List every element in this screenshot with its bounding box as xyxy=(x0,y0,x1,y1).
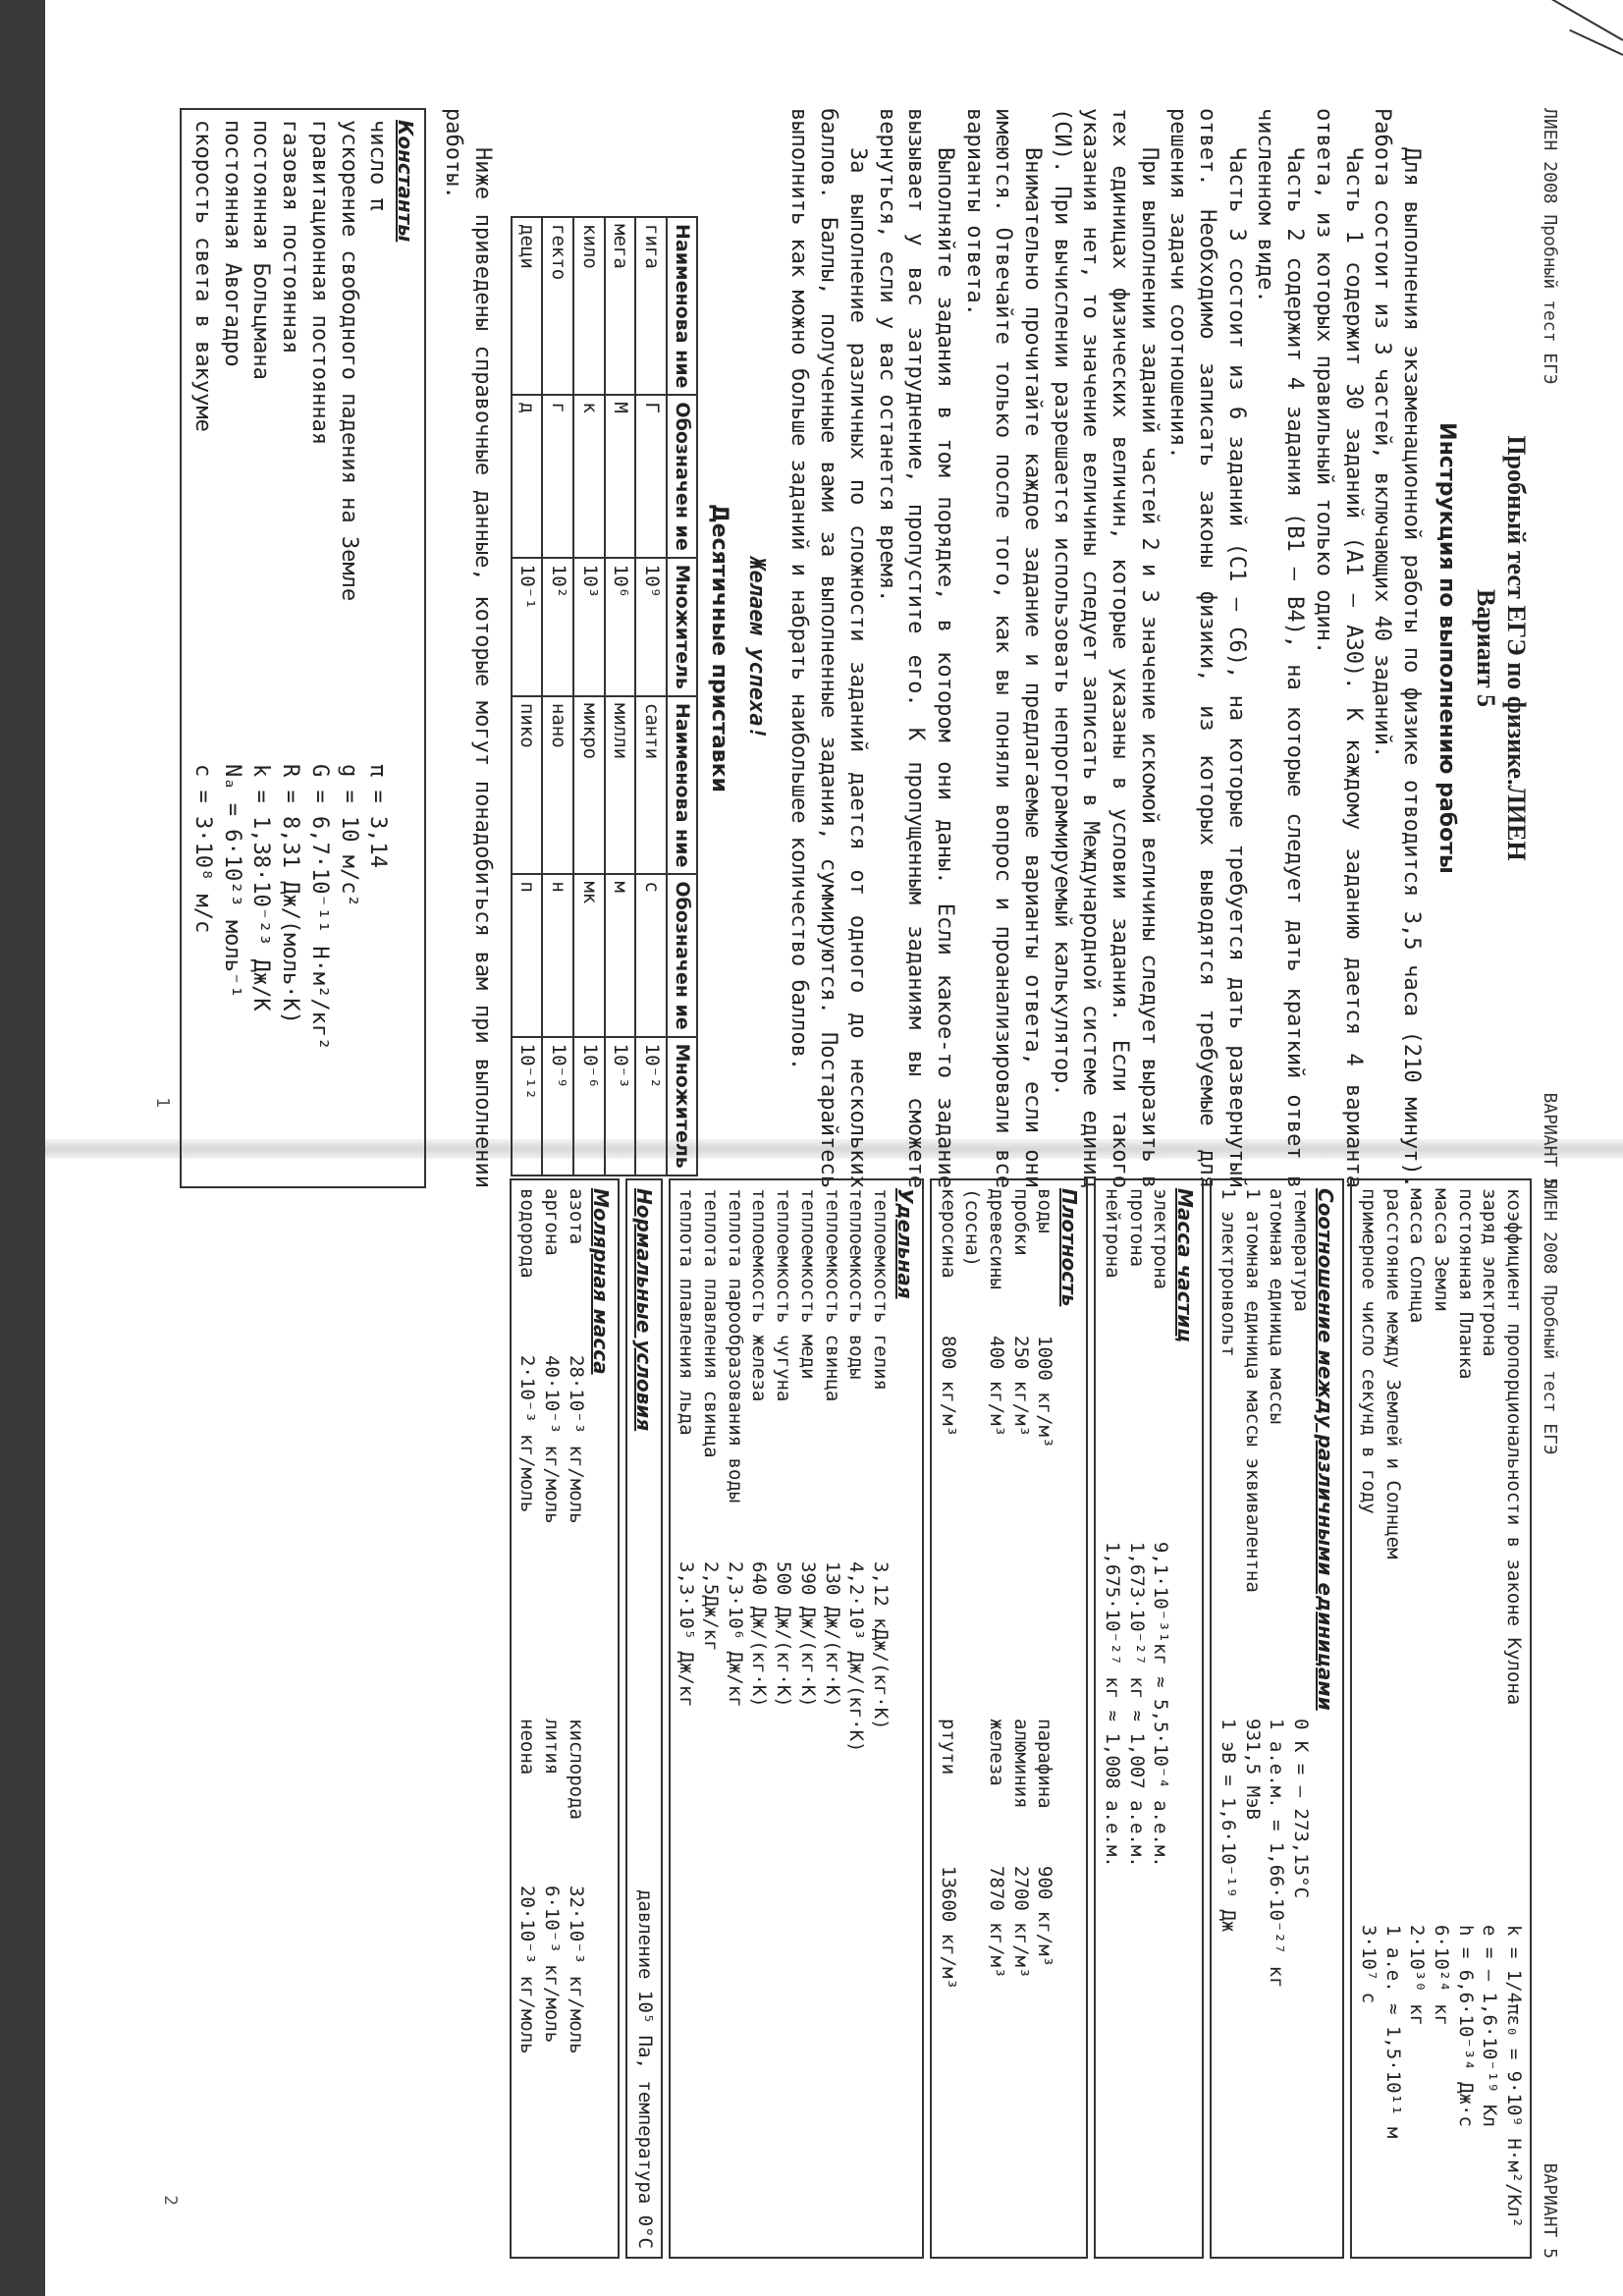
constant-value: G = 6,7·10⁻¹¹ Н·м²/кг² xyxy=(306,764,332,1051)
header-left: ЛИЕН 2008 Пробный тест ЕГЭ xyxy=(1540,108,1560,385)
quantity-name: теплоемкость меди xyxy=(796,1188,819,1380)
constant-value: Nₐ = 6·10²³ моль⁻¹ xyxy=(219,764,244,999)
table-row xyxy=(605,217,636,1175)
constant-row xyxy=(217,120,246,1176)
density-grid xyxy=(936,1188,1056,2249)
quantity-value: 130 Дж/(кг·К) xyxy=(821,1561,843,1708)
paragraph: Выполняйте задания в том порядке, в котором они даны. Если какое-то задание вызывает у вас затруднение, пропустите его. К пропущенным заданиям вы сможете вернуться, если у вас останется время. xyxy=(874,108,957,1188)
col-header: Наименова ние xyxy=(667,696,698,874)
quantity-name: теплота плавления льда xyxy=(676,1188,698,1436)
paragraph: Внимательно прочитайте каждое задание и предлагаемые варианты ответа, если они имеются. Отвечайте только после того, как вы поняли вопрос и проанализировали все варианты ответа. xyxy=(961,108,1045,1188)
col-header: Множитель xyxy=(667,1037,698,1175)
relations-title: Соотношение между различными единицами xyxy=(1314,1188,1338,1711)
mass-row xyxy=(1100,1188,1124,2249)
specific-row xyxy=(844,1188,869,2249)
quantity-value: 390 Дж/(кг·К) xyxy=(796,1561,819,1708)
particle-mass: 1,673·10⁻²⁷ кг ≈ 1,007 а.е.м. xyxy=(1125,1542,1148,1868)
constant-row xyxy=(1356,1188,1380,2249)
table-row xyxy=(512,217,543,1175)
constant-value: R = 8,31 Дж/(моль·К) xyxy=(278,764,303,1024)
cell: милли xyxy=(605,696,636,874)
reference-note: Ниже приведены справочные данные, которые могут понадобиться вам при выполнении работы. xyxy=(440,108,495,1188)
quantity-value: 2,5Дж/кг xyxy=(700,1561,723,1652)
constant-name: скорость света в вакууме xyxy=(190,120,216,432)
cell: н xyxy=(542,874,573,1036)
relations-box xyxy=(1210,1178,1344,2259)
table-row xyxy=(573,217,605,1175)
density-value: 2700 кг/м³ xyxy=(1009,1866,1032,1979)
cell: г xyxy=(542,395,573,557)
quantity-name: теплоемкость воды xyxy=(845,1188,868,1380)
density-value: 900 кг/м³ xyxy=(1034,1866,1056,1967)
molar-value: 28·10⁻³ кг/моль xyxy=(565,1355,587,1524)
cell: д xyxy=(512,395,543,557)
molar-value: 20·10⁻³ кг/моль xyxy=(516,1886,539,2054)
constant-name: постоянная Авогадро xyxy=(219,120,244,367)
constant-name: ускорение свободного падения на Земле xyxy=(336,120,361,602)
gas-name: кислорода xyxy=(565,1719,587,1820)
constant-row xyxy=(275,120,304,1176)
specific-row xyxy=(723,1188,747,2249)
specific-row xyxy=(795,1188,820,2249)
molar-grid xyxy=(515,1188,588,2249)
cell: деци xyxy=(512,217,543,395)
header-right: ВАРИАНТ 5 xyxy=(1540,2162,1560,2259)
quantity-name: теплоемкость чугуна xyxy=(773,1188,795,1402)
constant-name: коэффициент пропорциональности в законе Кулона xyxy=(1503,1188,1525,1706)
relation-name: атомная единица массы xyxy=(1266,1188,1288,1425)
mass-row xyxy=(1149,1188,1173,2249)
paragraph: Часть 1 содержит 30 заданий (А1 – А30). К каждому заданию дается 4 варианта ответа, из которых правильный только один. xyxy=(1311,108,1366,1188)
mass-title: Масса частиц xyxy=(1173,1188,1198,1343)
quantity-value: 3,3·10⁵ Дж/кг xyxy=(676,1561,698,1708)
density-value: 250 кг/м³ xyxy=(1009,1336,1032,1437)
constant-row xyxy=(334,120,363,1176)
gas-name: азота xyxy=(565,1188,587,1245)
normal-conditions-box xyxy=(625,1178,663,2259)
constant-name: число π xyxy=(365,120,391,211)
page-number-2: 2 xyxy=(159,2195,181,2206)
density-value: 800 кг/м³ xyxy=(937,1336,959,1437)
cell: к xyxy=(573,395,605,557)
relation-name: температура xyxy=(1290,1188,1313,1312)
relation-row xyxy=(1265,1188,1289,2249)
constant-name: газовая постоянная xyxy=(278,120,303,355)
molar-title: Молярная масса xyxy=(588,1188,613,1375)
constant-value: 3·10⁷ с xyxy=(1357,1925,1380,2004)
constant-value: g = 10 м/с² xyxy=(336,764,361,907)
quantity-name: теплота плавления свинца xyxy=(700,1188,723,1458)
cell: 10⁻³ xyxy=(605,1037,636,1175)
density-value: 7870 кг/м³ xyxy=(986,1866,1007,1979)
cell: Г xyxy=(635,395,667,557)
relation-row xyxy=(1216,1188,1240,2249)
constant-row xyxy=(1429,1188,1453,2249)
cell: с xyxy=(635,874,667,1036)
particle-mass-box xyxy=(1094,1178,1204,2259)
gas-name: лития xyxy=(541,1719,564,1776)
cell: 10⁶ xyxy=(605,558,636,696)
particle-name: протона xyxy=(1125,1188,1148,1268)
substance: керосина xyxy=(937,1188,959,1279)
cell: санти xyxy=(635,696,667,874)
particle-mass: 9,1·10⁻³¹кг ≈ 5,5·10⁻⁴ а.е.м. xyxy=(1150,1542,1172,1868)
header-left: ЛИЕН 2008 Пробный тест ЕГЭ xyxy=(1540,1178,1560,1455)
cell: нано xyxy=(542,696,573,874)
cell: 10⁻² xyxy=(635,1037,667,1175)
constant-name: постоянная Больцмана xyxy=(248,120,274,380)
specific-row xyxy=(772,1188,796,2249)
paragraph: Часть 2 содержит 4 задания (В1 – В4), на которые следует дать краткий ответ в численном виде. xyxy=(1253,108,1308,1188)
relation-name: 1 электронвольт xyxy=(1217,1188,1240,1357)
cell: 10⁻⁹ xyxy=(542,1037,573,1175)
table-row xyxy=(635,217,667,1175)
document-title: Пробный тест ЕГЭ по физике.ЛИЕН xyxy=(1502,435,1531,861)
header-right: ВАРИАНТ 5 xyxy=(1540,1092,1560,1188)
specific-row xyxy=(675,1188,699,2249)
specific-heat-box xyxy=(669,1178,924,2259)
particle-name: нейтрона xyxy=(1102,1188,1124,1279)
quantity-value: 2,3·10⁶ Дж/кг xyxy=(724,1561,746,1708)
col-header: Обозначен ие xyxy=(667,874,698,1036)
quantity-name: теплоемкость гелия xyxy=(869,1188,892,1391)
relation-row xyxy=(1289,1188,1314,2249)
specific-row xyxy=(747,1188,772,2249)
constant-value: 6·10²⁴ кг xyxy=(1430,1925,1452,2026)
quantity-value: 3,12 кДж/(кг·К) xyxy=(869,1561,892,1730)
normal-row xyxy=(631,1188,657,2249)
constant-value: π = 3,14 xyxy=(365,764,391,868)
constant-row xyxy=(1405,1188,1430,2249)
specific-row xyxy=(868,1188,893,2249)
relation-row xyxy=(1240,1188,1265,2249)
cell: М xyxy=(605,395,636,557)
constant-value: h = 6,6·10⁻³⁴ Дж·с xyxy=(1454,1925,1477,2127)
constant-row xyxy=(188,120,217,1176)
cell: 10⁻¹ xyxy=(512,558,543,696)
constant-value: 1 а.е. ≈ 1,5·10¹¹ м xyxy=(1381,1925,1404,2139)
constant-name: гравитационная постоянная xyxy=(306,120,332,446)
molar-value: 40·10⁻³ кг/моль xyxy=(541,1355,564,1524)
page-2 xyxy=(481,1178,1561,2259)
substance: воды xyxy=(1034,1188,1056,1233)
normal-title: Нормальные условия xyxy=(631,1188,656,1432)
substance: алюминия xyxy=(1009,1719,1032,1809)
cell: мега xyxy=(605,217,636,395)
paragraph: При выполнении заданий частей 2 и 3 значение искомой величины следует выразить в тех единицах физических величин, которые указаны в условии задания. Если такого указания нет, то значение величины следует записать в Международной системе единиц (СИ). При вычислении разрешается использовать непрограммируемый калькулятор. xyxy=(1049,108,1162,1188)
col-header: Обозначен ие xyxy=(667,395,698,557)
constant-value: k = 1/4πε₀ = 9·10⁹ Н·м²/Кл² xyxy=(1503,1925,1525,2228)
constant-row xyxy=(1453,1188,1478,2249)
cell: м xyxy=(605,874,636,1036)
paragraph: За выполнение различных по сложности заданий дается от одного до нескольких баллов. Баллы, полученные вами за выполненные задания, суммируются. Постарайтесь выполнить как можно больше заданий и набрать наибольшее количество баллов. xyxy=(786,108,870,1188)
substance: парафина xyxy=(1034,1719,1056,1809)
prefix-title: Десятичные приставки xyxy=(707,504,732,793)
quantity-name: теплота парообразования воды xyxy=(724,1188,746,1503)
cell: 10² xyxy=(542,558,573,696)
constant-row xyxy=(363,120,393,1176)
page-header xyxy=(1538,108,1561,1188)
paragraph: Для выполнения экзаменационной работы по физике отводится 3,5 часа (210 минут). Работа состоит из 3 частей, включающих 40 заданий. xyxy=(1370,108,1424,1188)
mass-row xyxy=(1124,1188,1149,2249)
specific-row xyxy=(820,1188,844,2249)
col-header: Наименова ние xyxy=(667,217,698,395)
quantity-value: 640 Дж/(кг·К) xyxy=(748,1561,771,1708)
density-value: 1000 кг/м³ xyxy=(1034,1336,1056,1449)
scanner-edge xyxy=(0,0,45,2296)
quantity-value: 500 Дж/(кг·К) xyxy=(773,1561,795,1708)
specific-row xyxy=(698,1188,723,2249)
gas-name: аргона xyxy=(541,1188,564,1256)
cell: кило xyxy=(573,217,605,395)
constant-name: масса Земли xyxy=(1430,1188,1452,1312)
molar-value: 32·10⁻³ кг/моль xyxy=(565,1886,587,2054)
cell: 10⁻¹² xyxy=(512,1037,543,1175)
density-value: 13600 кг/м³ xyxy=(937,1866,959,1990)
cell: п xyxy=(512,874,543,1036)
constant-value: e = – 1,6·10⁻¹⁹ Кл xyxy=(1479,1925,1501,2127)
page-number-1: 1 xyxy=(151,1097,173,1108)
table-header-row xyxy=(667,217,698,1175)
constant-row xyxy=(1501,1188,1526,2249)
relation-value: 931,5 МэВ xyxy=(1241,1719,1264,1820)
cell: 10³ xyxy=(573,558,605,696)
particle-name: электрона xyxy=(1150,1188,1172,1289)
relation-value: 1 эВ = 1,6·10⁻¹⁹ Дж xyxy=(1217,1719,1240,1933)
quantity-value: 4,2·10³ Дж/(кг·К) xyxy=(845,1561,868,1753)
cell: гекто xyxy=(542,217,573,395)
substance: пробки xyxy=(1009,1188,1032,1256)
gas-name: водорода xyxy=(516,1188,539,1279)
constant-name: масса Солнца xyxy=(1406,1188,1429,1324)
density-box xyxy=(930,1178,1088,2259)
constant-name: постоянная Планка xyxy=(1454,1188,1477,1380)
table-row xyxy=(542,217,573,1175)
substance: ртути xyxy=(937,1719,959,1776)
gas-name: неона xyxy=(516,1719,539,1776)
constant-value: k = 1,38·10⁻²³ Дж/К xyxy=(248,764,274,1011)
particle-mass: 1,675·10⁻²⁷ кг ≈ 1,008 а.е.м. xyxy=(1102,1542,1124,1868)
substance: древесины (сосна) xyxy=(961,1188,1007,1289)
prefix-table xyxy=(511,216,699,1176)
cell: гига xyxy=(635,217,667,395)
constants-title: Константы xyxy=(394,120,418,243)
cell: мк xyxy=(573,874,605,1036)
density-value: 400 кг/м³ xyxy=(986,1336,1007,1437)
constant-row xyxy=(1478,1188,1502,2249)
molar-value: 6·10⁻³ кг/моль xyxy=(541,1886,564,2044)
cell: 10⁻⁶ xyxy=(573,1037,605,1175)
cell: 10⁹ xyxy=(635,558,667,696)
constants-box xyxy=(180,108,426,1188)
constant-row xyxy=(1380,1188,1405,2249)
constant-value: 2·10³⁰ кг xyxy=(1406,1925,1429,2026)
molar-value: 2·10⁻³ кг/моль xyxy=(516,1355,539,1513)
wish-text: Желаем успеха! xyxy=(743,557,769,739)
staple-mark xyxy=(1525,0,1623,88)
constant-name: заряд электрона xyxy=(1479,1188,1501,1357)
constant-value: с = 3·10⁸ м/с xyxy=(190,764,216,934)
specific-title: Удельная xyxy=(893,1188,917,1299)
relation-value: 1 а.е.м. = 1,66·10⁻²⁷ кг xyxy=(1266,1719,1288,1989)
relation-name: 1 атомная единица массы эквивалентна xyxy=(1241,1188,1264,1593)
page-1 xyxy=(49,108,1561,1188)
molar-mass-box xyxy=(510,1178,620,2259)
substance: железа xyxy=(986,1719,1007,1786)
quantity-name: теплоемкость свинца xyxy=(821,1188,843,1402)
instruction-text xyxy=(784,108,1426,1188)
constant-name: расстояние между Землей и Солнцем xyxy=(1381,1188,1404,1559)
constant-name: примерное число секунд в году xyxy=(1357,1188,1380,1514)
cell: микро xyxy=(573,696,605,874)
constant-row xyxy=(304,120,334,1176)
cell: пико xyxy=(512,696,543,874)
page-header xyxy=(1538,1178,1561,2259)
paragraph: Часть 3 состоит из 6 заданий (С1 – С6), на которые требуется дать развернутый ответ. Необходимо записать законы физики, из которых выводятся требуемые для решения задачи соотношения. xyxy=(1165,108,1249,1188)
density-title: Плотность xyxy=(1057,1188,1082,1307)
variant-title: Вариант 5 xyxy=(1471,588,1500,708)
constants2-box xyxy=(1350,1178,1532,2259)
col-header: Множитель xyxy=(667,558,698,696)
instruction-title: Инструкция по выполнению работы xyxy=(1434,422,1459,874)
normal-text: давление 10⁵ Па, температура 0°С xyxy=(633,1888,656,2249)
relation-value: 0 К = – 273,15°С xyxy=(1290,1719,1313,1899)
quantity-name: теплоемкость железа xyxy=(748,1188,771,1402)
constant-row xyxy=(246,120,276,1176)
